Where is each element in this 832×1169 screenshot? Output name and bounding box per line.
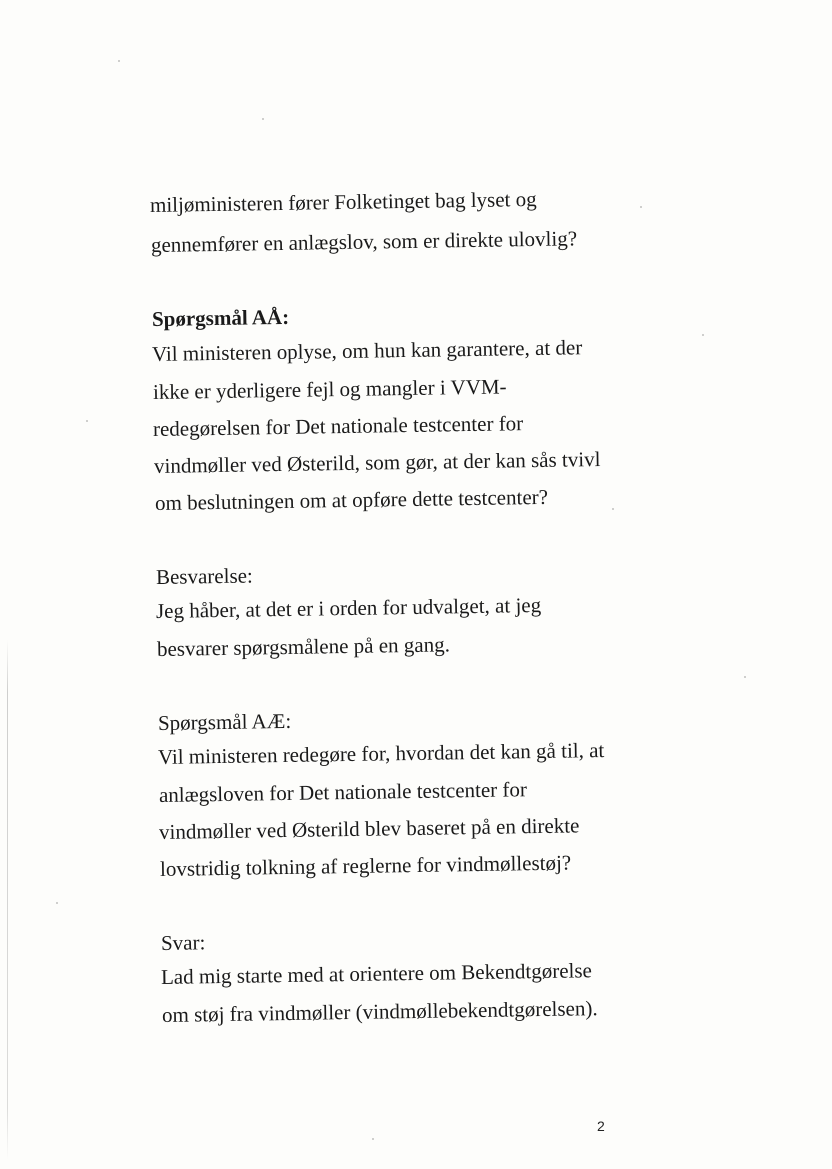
question-heading: Spørgsmål AÆ: [157, 708, 292, 735]
text-line: ikke er yderligere fejl og mangler i VVM- [152, 374, 507, 404]
text-line: vindmøller ved Østerild blev baseret på en direkte [158, 813, 580, 844]
text-line: Jeg håber, at det er i orden for udvalget, at jeg [155, 592, 542, 623]
text-line: miljøministeren fører Folketinget bag lyset og [149, 186, 537, 217]
answer-heading: Svar: [160, 930, 206, 955]
text-line: om beslutningen om at opføre dette testcenter? [154, 484, 549, 515]
scan-speck [612, 508, 614, 510]
text-line: redegørelsen for Det nationale testcenter for [152, 411, 524, 441]
text-line: vindmøller ved Østerild, som gør, at der kan sås tvivl [153, 446, 601, 478]
text-line: anlægsloven for Det nationale testcenter for [158, 777, 528, 807]
scan-speck [372, 1138, 374, 1140]
page-number: 2 [597, 1118, 605, 1134]
text-line: lovstridig tolkning af reglerne for vindmøllestøj? [159, 850, 572, 881]
text-line: om støj fra vindmøller (vindmøllebekendtgørelsen). [161, 996, 598, 1027]
text-line: gennemfører en anlægslov, som er direkte ulovlig? [150, 226, 578, 257]
scan-speck [744, 676, 746, 678]
scan-speck [118, 60, 120, 62]
scan-speck [702, 334, 704, 336]
text-line: Vil ministeren oplyse, om hun kan garantere, at der [151, 335, 583, 366]
question-heading: Spørgsmål AÅ: [151, 304, 290, 331]
scan-edge-shadow [7, 640, 8, 1160]
text-line: Vil ministeren redegøre for, hvordan det kan gå til, at [157, 737, 605, 769]
text-line: besvarer spørgsmålene på en gang. [156, 632, 451, 661]
scan-speck [56, 902, 58, 904]
scan-speck [640, 206, 642, 208]
scan-speck [262, 118, 264, 120]
text-line: Lad mig starte med at orientere om Bekendtgørelse [160, 958, 593, 989]
answer-heading: Besvarelse: [155, 563, 253, 589]
scan-speck [86, 420, 88, 422]
